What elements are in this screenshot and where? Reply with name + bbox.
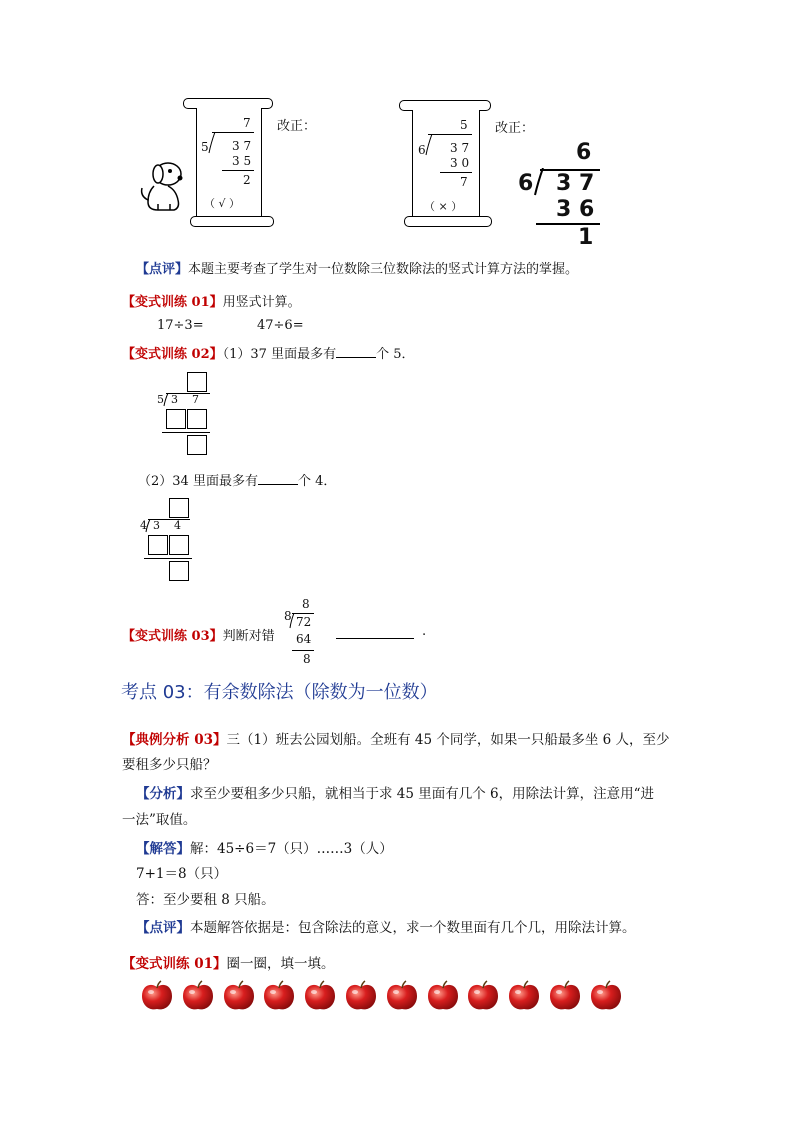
apple-icon[interactable] [262, 980, 296, 1012]
corr-divisor: 6 [518, 171, 534, 196]
d3-quotient: 8 [302, 597, 310, 611]
box-remainder[interactable] [187, 435, 207, 455]
answer-line-1 [136, 837, 393, 857]
corr-dividend: 3 7 [556, 171, 595, 196]
apple-icon[interactable] [181, 980, 215, 1012]
drill-3-text: 判断对错 [222, 629, 275, 644]
corr-remainder: 1 [578, 225, 594, 250]
apple-icon[interactable] [344, 980, 378, 1012]
box-quotient[interactable] [187, 372, 207, 392]
example-comment-tag: 【点评】 [136, 920, 190, 936]
s1-remainder: 2 [243, 173, 251, 187]
s2-remainder: 7 [460, 175, 468, 189]
answer-blank-2[interactable] [258, 472, 298, 485]
fig1-dividend: 3 7 [171, 393, 199, 406]
drill-2-q2-pre: （2）34 里面最多有 [138, 474, 258, 489]
answer-blank-3[interactable] [336, 626, 414, 639]
answer-tag: 【解答】 [136, 841, 190, 857]
drill-1 [122, 291, 301, 310]
d3-remainder: 8 [303, 652, 311, 666]
example-comment-text: 本题解答依据是：包含除法的意义，求一个数里面有几个几，用除法计算。 [190, 920, 636, 936]
dog-illustration [134, 152, 190, 216]
analysis-text-2: 一法”取值。 [122, 812, 197, 828]
apple-icon[interactable] [385, 980, 419, 1012]
apple-icon[interactable] [222, 980, 256, 1012]
box-quotient-2[interactable] [169, 498, 189, 518]
drill-4-text: 圈一圈，填一填。 [226, 956, 335, 972]
corr-quotient: 6 [576, 140, 592, 165]
analysis-line-1 [136, 782, 654, 802]
d3-product: 64 [296, 632, 312, 646]
apple-icon[interactable] [548, 980, 582, 1012]
corr-product: 3 6 [556, 197, 595, 222]
example-text-2: 要租多少只船？ [122, 757, 217, 773]
fig1-divisor: 5 [157, 393, 164, 406]
example-text-1: 三（1）班去公园划船。全班有 45 个同学，如果一只船最多坐 6 人，至少 [226, 732, 670, 748]
fig2-dividend: 3 4 [153, 519, 181, 532]
answer-blank-1[interactable] [336, 345, 376, 358]
example-comment [136, 916, 636, 936]
section-heading: 考点 03：有余数除法（除数为一位数） [121, 682, 438, 703]
drill-3-end: . [422, 624, 427, 639]
drill-2-q1 [122, 343, 414, 362]
apple-icon[interactable] [303, 980, 337, 1012]
analysis-tag: 【分析】 [136, 786, 190, 802]
apple-icon[interactable] [140, 980, 174, 1012]
fig2-divisor: 4 [140, 519, 147, 532]
comment-1-text: 本题主要考查了学生对一位数除三位数除法的竖式计算方法的掌握。 [188, 262, 579, 277]
answer-text-2: 7+1＝8（只） [136, 866, 228, 882]
drill-2-q1-pre: （1）37 里面最多有 [222, 347, 337, 362]
box-product-tens-2[interactable] [148, 535, 168, 555]
drill-3 [122, 625, 275, 644]
box-product-tens[interactable] [166, 409, 186, 429]
drill-2-q1-post: 个 5． [376, 347, 415, 362]
d3-dividend: 72 [296, 615, 312, 629]
drill-2-q2-post: 个 4． [297, 474, 337, 489]
drill-1-tag: 【变式训练 01】 [122, 295, 223, 310]
box-product-ones-2[interactable] [169, 535, 189, 555]
s1-quotient: 7 [243, 116, 251, 130]
apple-icon[interactable] [507, 980, 541, 1012]
s1-fix-label: 改正： [277, 119, 317, 134]
drill-1-expr2: 47÷6= [257, 318, 304, 333]
s1-product: 3 5 [232, 154, 252, 168]
drill-2-q2 [138, 470, 336, 489]
drill-2-tag: 【变式训练 02】 [122, 347, 223, 362]
drill-1-expr1: 17÷3= [157, 318, 204, 333]
box-remainder-2[interactable] [169, 561, 189, 581]
s2-divisor: 6 [418, 143, 426, 157]
comment-1-tag: 【点评】 [136, 262, 189, 277]
drill-4-tag: 【变式训练 01】 [122, 956, 227, 972]
drill-1-text: 用竖式计算。 [222, 295, 301, 310]
s2-dividend: 3 7 [450, 141, 470, 155]
apple-icon[interactable] [589, 980, 623, 1012]
box-product-ones[interactable] [187, 409, 207, 429]
answer-text-1: 解：45÷6＝7（只）……3（人） [190, 841, 393, 857]
apple-icon[interactable] [466, 980, 500, 1012]
answer-text-3: 答：至少要租 8 只船。 [136, 892, 275, 908]
s1-mark: （ √ ） [204, 197, 241, 210]
s2-fix-label: 改正： [495, 121, 535, 136]
example-tag: 【典例分析 03】 [122, 732, 227, 748]
d3-divisor: 8 [284, 609, 292, 623]
example-line-1 [122, 728, 670, 748]
s1-divisor: 5 [201, 140, 209, 154]
s2-product: 3 0 [450, 156, 470, 170]
drill-4 [122, 952, 335, 972]
s2-quotient: 5 [460, 118, 468, 132]
s2-mark: （ × ） [424, 200, 463, 213]
apple-icon[interactable] [426, 980, 460, 1012]
s1-dividend: 3 7 [232, 139, 252, 153]
analysis-text-1: 求至少要租多少只船，就相当于求 45 里面有几个 6，用除法计算，注意用“进 [190, 786, 655, 802]
drill-3-tag: 【变式训练 03】 [122, 629, 223, 644]
comment-1 [136, 258, 578, 277]
